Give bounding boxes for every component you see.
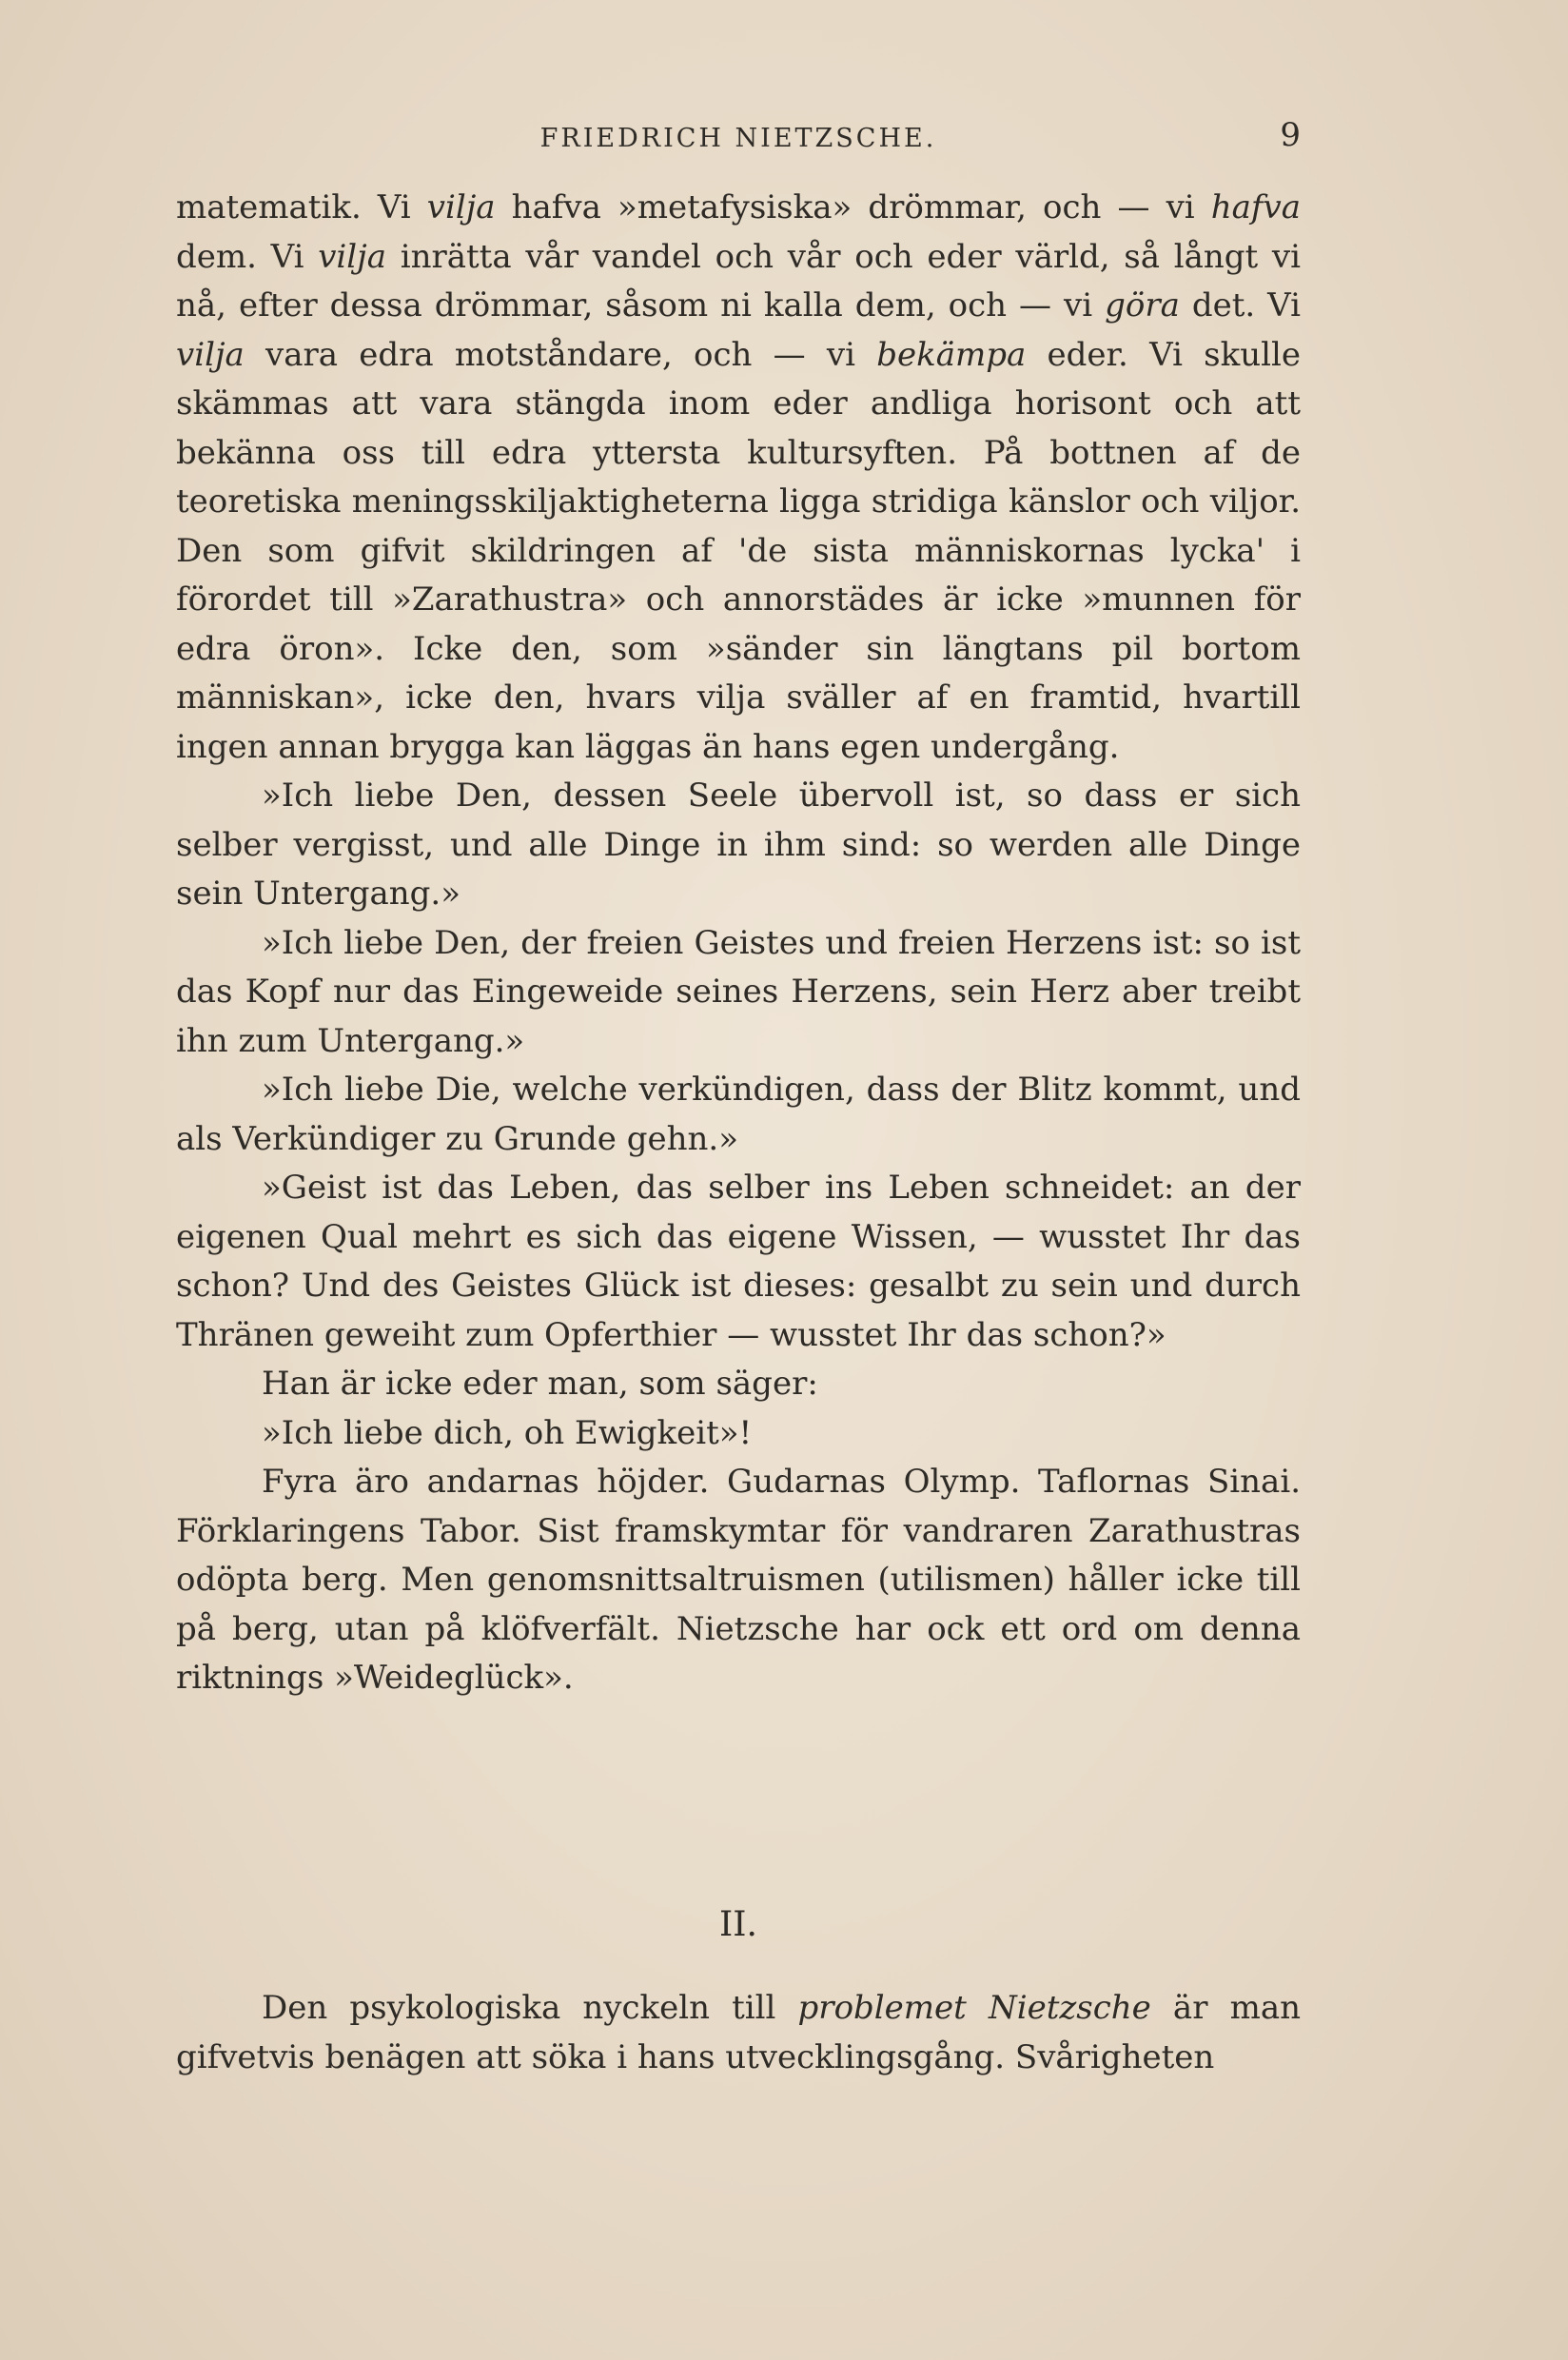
- section-text: [176, 1984, 1301, 2082]
- page-number: 9: [1280, 116, 1301, 154]
- emphasis: vilja: [176, 335, 245, 374]
- quote-paragraph: »Ich liebe Die, welche verkündigen, dass der Blitz kommt, und als Verkündiger zu Grunde gehn.»: [176, 1071, 1301, 1158]
- text-span: vara edra motståndare, och — vi: [244, 335, 877, 374]
- quote-paragraph: »Geist ist das Leben, das selber ins Leben schneidet: an der eigenen Qual mehrt es sich das eigene Wissen, — wusstet Ihr das schon? Und des Geistes Glück ist dieses: gesalbt zu sein und durch Thränen geweiht zum Opferthier — wusstet Ihr das schon?»: [176, 1169, 1301, 1354]
- running-head: [176, 114, 1301, 171]
- text-span: eder. Vi skulle skämmas att vara stängda inom eder andliga horisont och att bekänna oss till edra yttersta kultursyften. På bottnen af de teoretiska meningsskiljaktigheterna ligga stridiga känslor och viljor. Den som gifvit skildringen af 'de sista människornas lycka' i förordet till »Zarathustra» och annorstädes är icke »munnen för edra öron». Icke den, som »sänder sin längtans pil bortom människan», icke den, hvars vilja sväller af en framtid, hvartill ingen annan brygga kan läggas än hans egen undergång.: [176, 335, 1301, 766]
- text-span: hafva »metafysiska» drömmar, och — vi: [495, 188, 1211, 226]
- body-text: [176, 184, 1301, 1703]
- quote-paragraph: »Ich liebe Den, der freien Geistes und freien Herzens ist: so ist das Kopf nur das Eingeweide seines Herzens, sein Herz aber treibt ihn zum Untergang.»: [176, 923, 1301, 1060]
- text-span: inrätta vår vandel och vår och eder värld, så långt vi nå, efter dessa drömmar, såsom ni kalla dem, och — vi: [176, 237, 1301, 324]
- emphasis: vilja: [318, 237, 386, 276]
- emphasis: hafva: [1210, 188, 1301, 226]
- emphasis: göra: [1105, 286, 1180, 324]
- emphasis: bekämpa: [876, 335, 1027, 374]
- emphasis: problemet Nietzsche: [797, 1989, 1151, 2027]
- running-title: FRIEDRICH NIETZSCHE.: [539, 124, 937, 153]
- quote-paragraph: »Ich liebe Den, dessen Seele übervoll ist, so dass er sich selber vergisst, und alle Dinge in ihm sind: so werden alle Dinge sein Untergang.»: [176, 777, 1301, 913]
- emphasis: vilja: [426, 188, 496, 226]
- paragraph-fyra: Fyra äro andarnas höjder. Gudarnas Olymp. Taflornas Sinai. Förklaringens Tabor. Sist framskymtar för vandraren Zarathustras odöpta berg. Men genomsnittsaltruismen (utilismen) håller icke till på berg, utan på klöfverfält. Nietzsche har ock ett ord om denna riktnings »Weideglück».: [176, 1463, 1301, 1697]
- paragraph-han: Han är icke eder man, som säger:: [262, 1365, 818, 1403]
- text-span: dem. Vi: [176, 237, 319, 276]
- text-span: det. Vi: [1179, 286, 1301, 324]
- paragraph-ewigkeit: »Ich liebe dich, oh Ewigkeit»!: [262, 1413, 753, 1452]
- paragraph-section-start: [176, 1984, 1301, 2082]
- text-span: Den psykologiska nyckeln till: [262, 1989, 798, 2027]
- text-span: matematik. Vi: [176, 188, 427, 226]
- section-heading: II.: [719, 1905, 757, 1944]
- text-span: är man gifvetvis benägen att söka i hans utvecklingsgång. Svårigheten: [176, 1989, 1301, 2076]
- paragraph-matematik: [176, 184, 1301, 772]
